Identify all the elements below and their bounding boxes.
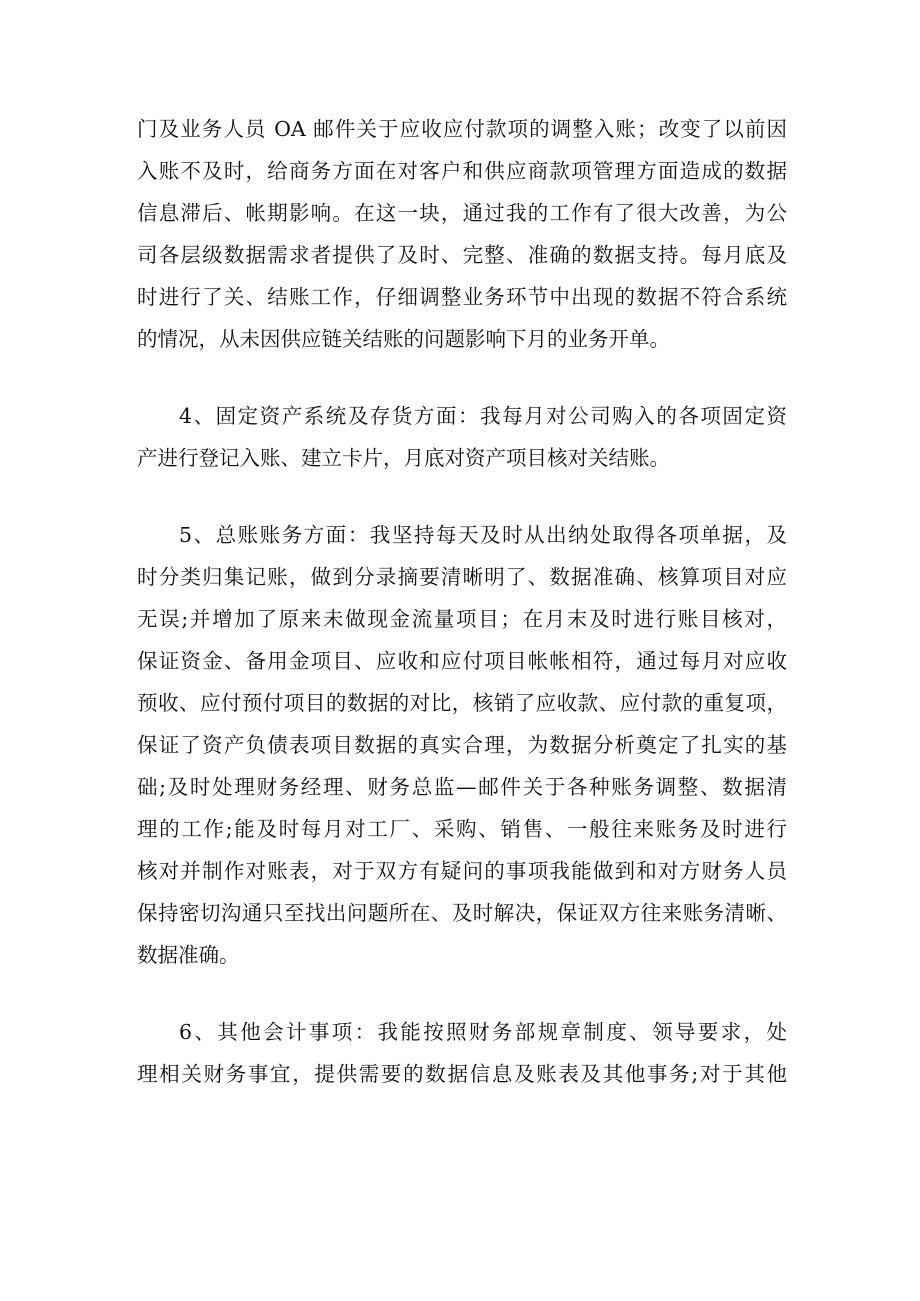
- text-line: 数据准确。: [137, 943, 240, 967]
- text-line: 核对并制作对账表，对于双方有疑问的事项我能做到和对方财务人员: [137, 859, 787, 883]
- text-line: 的情况，从未因供应链关结账的问题影响下月的业务开单。: [137, 327, 670, 351]
- text-line: 础;及时处理财务经理、财务总监—邮件关于各种账务调整、数据清: [137, 775, 787, 799]
- text-line: 入账不及时，给商务方面在对客户和供应商款项管理方面造成的数据: [137, 159, 787, 183]
- text-line: 保证资金、备用金项目、应收和应付项目帐帐相符，通过每月对应收: [137, 649, 787, 673]
- text-line: 门及业务人员 OA 邮件关于应收应付款项的调整入账；改变了以前因: [137, 117, 787, 141]
- text-line: 信息滞后、帐期影响。在这一块，通过我的工作有了很大改善，为公: [137, 201, 787, 225]
- paragraph-4: [137, 1011, 787, 1095]
- text-line: 理的工作;能及时每月对工厂、采购、销售、一般往来账务及时进行: [137, 817, 787, 841]
- text-line: 无误;并增加了原来未做现金流量项目；在月末及时进行账目核对，: [137, 607, 787, 631]
- text-line: 时分类归集记账，做到分录摘要清晰明了、数据准确、核算项目对应: [137, 565, 787, 589]
- text-line: 6、其他会计事项：我能按照财务部规章制度、领导要求，处: [179, 1020, 787, 1044]
- paragraph-1: [137, 108, 787, 360]
- paragraph-gap: [137, 360, 787, 395]
- text-line: 时进行了关、结账工作，仔细调整业务环节中出现的数据不符合系统: [137, 285, 787, 309]
- document-body: [137, 108, 787, 1095]
- text-line: 保证了资产负债表项目数据的真实合理，为数据分析奠定了扎实的基: [137, 733, 787, 757]
- text-line: 司各层级数据需求者提供了及时、完整、准确的数据支持。每月底及: [137, 243, 787, 267]
- text-line: 产进行登记入账、建立卡片，月底对资产项目核对关结账。: [137, 446, 670, 470]
- text-line: 理相关财务事宜，提供需要的数据信息及账表及其他事务;对于其他: [137, 1062, 787, 1086]
- text-line: 5、总账账务方面：我坚持每天及时从出纳处取得各项单据，及: [179, 523, 787, 547]
- paragraph-gap: [137, 479, 787, 514]
- text-line: 保持密切沟通只至找出问题所在、及时解决，保证双方往来账务清晰、: [137, 901, 787, 925]
- text-line: 预收、应付预付项目的数据的对比，核销了应收款、应付款的重复项，: [137, 691, 787, 715]
- text-line: 4、固定资产系统及存货方面：我每月对公司购入的各项固定资: [179, 404, 787, 428]
- paragraph-3: [137, 514, 787, 976]
- paragraph-gap: [137, 976, 787, 1011]
- paragraph-2: [137, 395, 787, 479]
